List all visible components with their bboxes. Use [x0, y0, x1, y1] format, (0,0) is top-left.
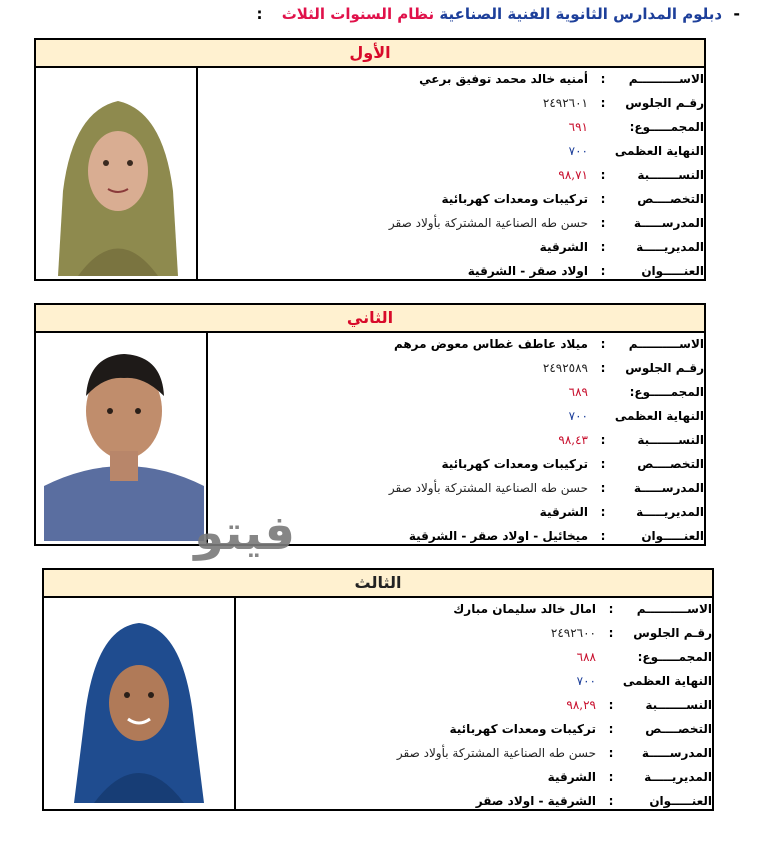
label-school: المدرســـــة	[633, 481, 704, 495]
label-sep: :	[600, 529, 606, 543]
row-total	[244, 646, 712, 668]
value-name: أمنيه خالد محمد توفيق برعي	[419, 72, 588, 86]
label-sep: :	[608, 602, 614, 616]
row-max	[216, 405, 704, 427]
value-name: ميلاد عاطف غطاس معوض مرهم	[393, 337, 588, 351]
page-header	[20, 4, 740, 30]
label-percent: النســـــــبة	[637, 168, 704, 182]
student-photo-placeholder	[64, 603, 214, 803]
value-max: ٧٠٠	[576, 674, 596, 688]
label-address: العنـــــوان	[641, 529, 704, 543]
value-directorate: الشرقية	[539, 240, 588, 254]
label-sep: :	[608, 746, 614, 760]
label-sep: :	[608, 794, 614, 808]
label-sep: :	[600, 96, 606, 110]
value-specialty: تركيبات ومعدات كهربائية	[441, 457, 588, 471]
row-max	[206, 140, 704, 162]
label-sep: :	[608, 770, 614, 784]
row-percent	[216, 429, 704, 451]
label-name: الاســــــــــم	[636, 602, 712, 616]
row-seat	[206, 92, 704, 114]
row-school	[216, 477, 704, 499]
info-block	[206, 68, 704, 279]
label-specialty: التخصــــص	[637, 192, 704, 206]
row-specialty	[244, 718, 712, 740]
row-total	[206, 116, 704, 138]
label-specialty: التخصــــص	[645, 722, 712, 736]
label-specialty: التخصــــص	[637, 457, 704, 471]
label-sep: :	[600, 72, 606, 86]
value-directorate: الشرقية	[539, 505, 588, 519]
row-directorate	[206, 236, 704, 258]
photo-cell	[36, 68, 198, 279]
value-school: حسن طه الصناعية المشتركة بأولاد صقر	[388, 216, 588, 230]
value-total: ٦٩١	[568, 120, 588, 134]
row-max	[244, 670, 712, 692]
value-percent: ٩٨,٧١	[558, 168, 588, 182]
row-address	[206, 260, 704, 282]
label-seat: رقـم الجلوس	[625, 96, 704, 110]
label-seat: رقـم الجلوس	[625, 361, 704, 375]
label-sep: :	[600, 505, 606, 519]
label-sep: :	[600, 337, 606, 351]
label-sep: :	[600, 192, 606, 206]
label-percent: النســـــــبة	[637, 433, 704, 447]
row-name	[244, 598, 712, 620]
label-school: المدرســـــة	[641, 746, 712, 760]
label-sep: :	[600, 168, 606, 182]
value-seat: ٢٤٩٢٥٨٩	[542, 361, 588, 375]
photo-cell	[44, 598, 236, 809]
row-school	[244, 742, 712, 764]
label-sep: :	[600, 240, 606, 254]
label-sep: :	[600, 216, 606, 230]
row-address	[244, 790, 712, 812]
student-card-third	[42, 568, 714, 811]
row-percent	[244, 694, 712, 716]
label-seat: رقـم الجلوس	[633, 626, 712, 640]
label-directorate: المديريـــــة	[644, 770, 712, 784]
header-title-part2: نظام السنوات الثلاث	[281, 5, 435, 23]
label-sep: :	[600, 481, 606, 495]
value-total: ٦٨٩	[568, 385, 588, 399]
label-sep: :	[600, 361, 606, 375]
value-address: ميخائيل - اولاد صقر - الشرقية	[408, 529, 588, 543]
student-photo-placeholder	[38, 71, 196, 276]
row-name	[216, 333, 704, 355]
row-directorate	[244, 766, 712, 788]
value-address: اولاد صقر - الشرقية	[467, 264, 588, 278]
student-card-second	[34, 303, 706, 546]
value-percent: ٩٨,٢٩	[566, 698, 596, 712]
row-percent	[206, 164, 704, 186]
label-total: المجمـــــوع:	[637, 650, 712, 664]
label-sep: :	[600, 264, 606, 278]
header-colon: :	[256, 5, 263, 23]
rank-title: الثالث	[44, 570, 712, 598]
value-directorate: الشرقية	[547, 770, 596, 784]
label-name: الاســــــــــم	[628, 337, 704, 351]
row-specialty	[216, 453, 704, 475]
rank-title: الأول	[36, 40, 704, 68]
row-name	[206, 68, 704, 90]
label-sep: :	[608, 626, 614, 640]
header-bullet: -	[733, 4, 740, 23]
value-school: حسن طه الصناعية المشتركة بأولاد صقر	[396, 746, 596, 760]
label-max: النهاية العظمى	[614, 409, 704, 423]
label-address: العنـــــوان	[641, 264, 704, 278]
watermark-logo: فيتو	[194, 505, 295, 561]
label-max: النهاية العظمى	[622, 674, 712, 688]
label-school: المدرســـــة	[633, 216, 704, 230]
label-sep: :	[600, 433, 606, 447]
value-specialty: تركيبات ومعدات كهربائية	[449, 722, 596, 736]
value-max: ٧٠٠	[568, 144, 588, 158]
row-school	[206, 212, 704, 234]
label-address: العنـــــوان	[649, 794, 712, 808]
student-card-first	[34, 38, 706, 281]
row-seat	[244, 622, 712, 644]
value-specialty: تركيبات ومعدات كهربائية	[441, 192, 588, 206]
label-name: الاســــــــــم	[628, 72, 704, 86]
value-max: ٧٠٠	[568, 409, 588, 423]
info-block	[244, 598, 712, 809]
value-address: الشرقية - اولاد صقر	[475, 794, 596, 808]
label-sep: :	[608, 698, 614, 712]
label-total: المجمـــــوع:	[629, 385, 704, 399]
row-seat	[216, 357, 704, 379]
label-max: النهاية العظمى	[614, 144, 704, 158]
label-total: المجمـــــوع:	[629, 120, 704, 134]
label-percent: النســـــــبة	[645, 698, 712, 712]
label-directorate: المديريـــــة	[636, 240, 704, 254]
value-name: امال خالد سليمان مبارك	[453, 602, 596, 616]
label-sep: :	[600, 457, 606, 471]
value-total: ٦٨٨	[576, 650, 596, 664]
header-title-part1: دبلوم المدارس الثانوية الفنية الصناعية	[439, 5, 723, 23]
row-total	[216, 381, 704, 403]
value-school: حسن طه الصناعية المشتركة بأولاد صقر	[388, 481, 588, 495]
value-percent: ٩٨,٤٣	[558, 433, 588, 447]
label-directorate: المديريـــــة	[636, 505, 704, 519]
row-specialty	[206, 188, 704, 210]
label-sep: :	[608, 722, 614, 736]
value-seat: ٢٤٩٢٦٠١	[542, 96, 588, 110]
value-seat: ٢٤٩٢٦٠٠	[550, 626, 596, 640]
rank-title: الثاني	[36, 305, 704, 333]
